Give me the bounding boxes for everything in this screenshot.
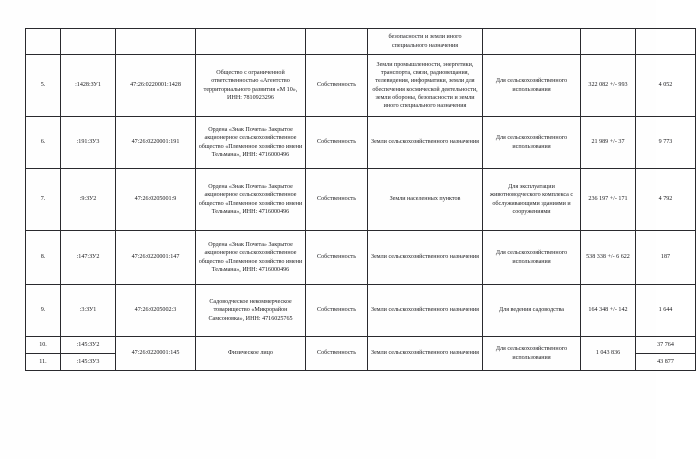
cell-land-category: Земли сельскохозяйственного назначения: [368, 285, 483, 337]
cell-permitted-use: Для сельскохозяйственного использования: [483, 231, 581, 285]
cell-cadastral-value: 164 348 +/- 142: [581, 285, 636, 337]
cell-owner: [196, 29, 306, 55]
table-row: [26, 55, 696, 117]
cell-right-type: Собственность: [306, 55, 368, 117]
cell-cadastral-value: 236 197 +/- 171: [581, 169, 636, 231]
cell-cadastral-value: [581, 29, 636, 55]
cell-cadastral-number: 47:26:0205002:3: [116, 285, 196, 337]
cell-plot-designation: :3:ЗУ1: [61, 285, 116, 337]
cell-area: 1 644: [636, 285, 696, 337]
cell-land-category: Земли промышленности, энергетики, транспорта, связи, радиовещания, телевидения, информатики, земли для обеспечения космической деятельности, земли обороны, безопасности и земли иного специального назначения: [368, 55, 483, 117]
cell-cadastral-number: 47:26:0220001:147: [116, 231, 196, 285]
cell-row-number: 7.: [26, 169, 61, 231]
cell-row-number: 5.: [26, 55, 61, 117]
cell-plot-designation: :147:ЗУ2: [61, 231, 116, 285]
table-row: [26, 169, 696, 231]
cell-owner: Садоводческое некоммерческое товарищество «Микрорайон Самсоновка», ИНН: 4716025765: [196, 285, 306, 337]
cell-row-number: 8.: [26, 231, 61, 285]
cell-right-type: Собственность: [306, 231, 368, 285]
land-registry-table: [25, 28, 696, 371]
table-row: [26, 285, 696, 337]
table-row: [26, 231, 696, 285]
cell-cadastral-value: 322 082 +/- 993: [581, 55, 636, 117]
cell-right-type: Собственность: [306, 285, 368, 337]
cell-right-type: Собственность: [306, 337, 368, 371]
land-registry-table-container: [25, 28, 674, 371]
cell-plot-designation: [61, 29, 116, 55]
cell-cadastral-number: 47:26:0220001:145: [116, 337, 196, 371]
cell-plot-designation: :191:ЗУ3: [61, 117, 116, 169]
cell-cadastral-value: 538 338 +/- 6 622: [581, 231, 636, 285]
cell-owner: Общество с ограниченной ответственностью «Агентство территориального развития «М 10», ИНН: 7810923296: [196, 55, 306, 117]
cell-permitted-use: Для сельскохозяйственного использования: [483, 117, 581, 169]
cell-row-number: 6.: [26, 117, 61, 169]
cell-row-number: 10.: [26, 337, 61, 354]
table-row: [26, 29, 696, 55]
cell-land-category: Земли сельскохозяйственного назначения: [368, 117, 483, 169]
cell-plot-designation: :9:ЗУ2: [61, 169, 116, 231]
cell-right-type: Собственность: [306, 117, 368, 169]
cell-area: 43 877: [636, 354, 696, 371]
cell-land-category: безопасности и земли иного специального назначения: [368, 29, 483, 55]
table-row: [26, 337, 696, 354]
cell-area: 4 792: [636, 169, 696, 231]
cell-cadastral-number: 47:26:0220001:191: [116, 117, 196, 169]
cell-permitted-use: [483, 29, 581, 55]
cell-permitted-use: Для ведения садоводства: [483, 285, 581, 337]
table-row: [26, 117, 696, 169]
cell-plot-designation: :1428:ЗУ1: [61, 55, 116, 117]
cell-cadastral-value: 21 989 +/- 37: [581, 117, 636, 169]
cell-permitted-use: Для сельскохозяйственного использования: [483, 55, 581, 117]
cell-cadastral-number: 47:26:0220001:1428: [116, 55, 196, 117]
cell-area: 187: [636, 231, 696, 285]
cell-row-number: 9.: [26, 285, 61, 337]
cell-owner: Ордена «Знак Почета» Закрытое акционерное сельскохозяйственное общество «Племенное хозяйство имени Тельмана», ИНН: 4716000496: [196, 117, 306, 169]
cell-cadastral-number: [116, 29, 196, 55]
cell-plot-designation: :145:ЗУ2: [61, 337, 116, 354]
cell-owner: Ордена «Знак Почета» Закрытое акционерное сельскохозяйственное общество «Племенное хозяйство имени Тельмана», ИНН: 4716000496: [196, 231, 306, 285]
cell-right-type: Собственность: [306, 169, 368, 231]
cell-land-category: Земли сельскохозяйственного назначения: [368, 231, 483, 285]
cell-row-number: 11.: [26, 354, 61, 371]
cell-area: 37 764: [636, 337, 696, 354]
cell-land-category: Земли населенных пунктов: [368, 169, 483, 231]
cell-cadastral-number: 47:26:0205001:9: [116, 169, 196, 231]
cell-row-number: [26, 29, 61, 55]
cell-permitted-use: Для эксплуатации животноводческого комплекса с обслуживающими зданиями и сооружениями: [483, 169, 581, 231]
cell-owner: Ордена «Знак Почета» Закрытое акционерное сельскохозяйственное общество «Племенное хозяйство имени Тельмана», ИНН: 4716000496: [196, 169, 306, 231]
cell-plot-designation: :145:ЗУ3: [61, 354, 116, 371]
cell-owner: Физическое лицо: [196, 337, 306, 371]
cell-area: [636, 29, 696, 55]
cell-land-category: Земли сельскохозяйственного назначения: [368, 337, 483, 371]
cell-right-type: [306, 29, 368, 55]
cell-area: 9 773: [636, 117, 696, 169]
cell-cadastral-value: 1 043 836: [581, 337, 636, 371]
cell-permitted-use: Для сельскохозяйственного использования: [483, 337, 581, 371]
cell-area: 4 052: [636, 55, 696, 117]
